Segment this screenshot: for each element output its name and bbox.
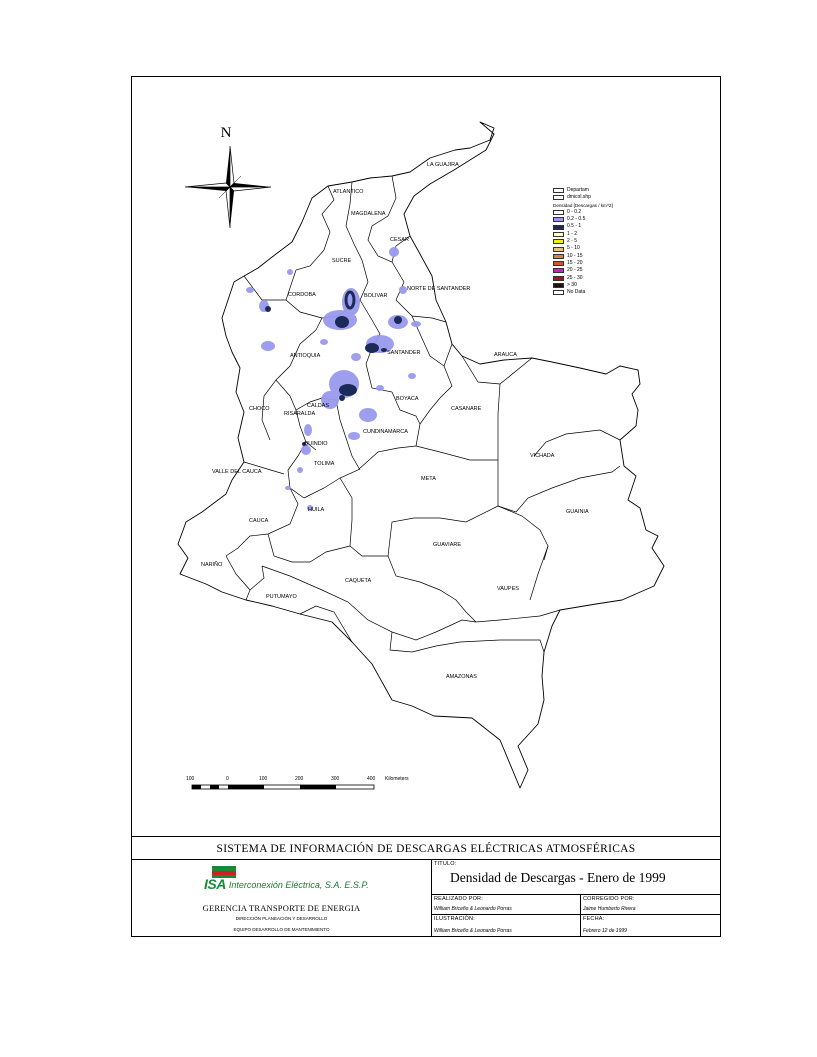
svg-text:CESAR: CESAR (390, 237, 409, 243)
legend-class-label: 0.5 - 1 (567, 223, 582, 230)
svg-text:META: META (421, 476, 436, 482)
svg-text:ATLANTICO: ATLANTICO (333, 189, 364, 195)
direccion-text: DIRECCIÓN PLANEACIÓN Y DESARROLLO (235, 916, 328, 921)
legend-class (553, 245, 643, 252)
legend-class-label: 10 - 15 (567, 252, 583, 259)
legend-swatch (553, 210, 564, 215)
legend-class (553, 216, 643, 223)
svg-text:BOYACA: BOYACA (396, 396, 419, 402)
legend-class (553, 275, 643, 282)
svg-text:GUAINIA: GUAINIA (566, 509, 589, 515)
svg-text:ANTIOQUIA: ANTIOQUIA (290, 353, 321, 359)
legend-swatch (553, 268, 564, 273)
legend-class-label: 0.2 - 0.5 (567, 216, 586, 223)
realizado-value: William Briceño & Leonardo Porras (434, 906, 512, 912)
realizado-label: REALIZADO POR: (434, 896, 483, 902)
legend-class (553, 209, 643, 216)
svg-text:SUCRE: SUCRE (332, 258, 352, 264)
legend-class (553, 267, 643, 274)
system-title: SISTEMA DE INFORMACIÓN DE DESCARGAS ELÉCTRICAS ATMOSFÉRICAS (131, 836, 721, 860)
fecha-cell (581, 915, 721, 937)
legend-swatch (553, 290, 564, 295)
legend-swatch (553, 276, 564, 281)
legend-swatch (553, 225, 564, 230)
titulo-cell (432, 860, 721, 895)
scale-unit: Kilometers (385, 776, 409, 782)
legend-class-label: No Data (567, 289, 586, 296)
svg-text:N: N (220, 125, 232, 141)
gerencia-text: GERENCIA TRANSPORTE DE ENERGIA (202, 903, 361, 913)
legend-class-label: 1 - 2 (567, 230, 578, 237)
svg-text:MAGDALENA: MAGDALENA (351, 211, 386, 217)
legend-class-label: 2 - 5 (567, 238, 578, 245)
svg-text:CALDAS: CALDAS (307, 403, 330, 409)
legend-swatch (553, 261, 564, 266)
legend-swatch (553, 283, 564, 288)
legend-swatch (553, 239, 564, 244)
legend-class-label: > 30 (567, 281, 577, 288)
legend-class (553, 260, 643, 267)
legend-class (553, 238, 643, 245)
svg-text:CAUCA: CAUCA (249, 518, 269, 524)
scale-tick: 300 (331, 776, 340, 782)
svg-text:CAQUETA: CAQUETA (345, 578, 372, 584)
svg-text:BOLIVAR: BOLIVAR (364, 293, 388, 299)
svg-text:VALLE DEL CAUCA: VALLE DEL CAUCA (212, 469, 262, 475)
ilustracion-value: William Briceño & Leonardo Porras (434, 928, 512, 934)
svg-text:LA GUAJIRA: LA GUAJIRA (427, 162, 459, 168)
legend-class (553, 282, 643, 289)
legend-class-label: 20 - 25 (567, 267, 583, 274)
ilustracion-cell (432, 915, 581, 937)
legend-class (553, 289, 643, 296)
legend-class (553, 253, 643, 260)
svg-text:NORTE DE SANTANDER: NORTE DE SANTANDER (407, 286, 471, 292)
svg-text:VAUPES: VAUPES (497, 586, 519, 592)
scale-tick: 400 (367, 776, 376, 782)
svg-text:SANTANDER: SANTANDER (387, 350, 421, 356)
organization-block (131, 860, 432, 937)
svg-text:CHOCO: CHOCO (249, 406, 270, 412)
legend-swatch (553, 232, 564, 237)
svg-text:NARIÑO: NARIÑO (201, 562, 223, 568)
corregido-label: CORREGIDO POR: (583, 896, 635, 902)
svg-text:TOLIMA: TOLIMA (314, 461, 335, 467)
ilustracion-label: ILUSTRACIÓN: (434, 916, 475, 922)
legend-class (553, 231, 643, 238)
svg-text:PUTUMAYO: PUTUMAYO (266, 594, 297, 600)
legend-class (553, 223, 643, 230)
svg-text:AMAZONAS: AMAZONAS (446, 674, 477, 680)
legend-layer: Departam (553, 187, 643, 194)
svg-text:VICHADA: VICHADA (530, 453, 555, 459)
legend-class-label: 5 - 10 (567, 245, 580, 252)
titulo-label: TITULO: (434, 861, 457, 867)
scale-tick: 100 (186, 776, 195, 782)
svg-text:HUILA: HUILA (308, 507, 325, 513)
legend-swatch (553, 247, 564, 252)
logo-text: ISA (204, 876, 226, 892)
fecha-value: Febrero 12 de 1999 (583, 928, 627, 934)
legend-class-label: 0 - 0.2 (567, 208, 582, 215)
legend-layer: dmicol.shp (553, 194, 643, 201)
svg-text:CUNDINAMARCA: CUNDINAMARCA (363, 429, 408, 435)
svg-text:CASANARE: CASANARE (451, 406, 482, 412)
svg-text:CORDOBA: CORDOBA (288, 292, 316, 298)
scale-tick: 100 (259, 776, 268, 782)
corregido-value: Jaime Humberto Rivera (583, 906, 636, 912)
legend-class-label: 25 - 30 (567, 274, 583, 281)
legend-title: Densidad [Descargas / km^2] (553, 202, 613, 208)
north-arrow-icon (185, 125, 271, 228)
company-name: Interconexión Eléctrica, S.A. E.S.P. (228, 880, 369, 890)
map-title: Densidad de Descargas - Enero de 1999 (450, 870, 666, 885)
realizado-cell (432, 895, 581, 915)
scale-bar (192, 785, 374, 789)
svg-text:QUINDIO: QUINDIO (304, 441, 328, 447)
svg-text:GUAVIARE: GUAVIARE (433, 542, 462, 548)
legend-swatch (553, 217, 564, 222)
equipo-text: EQUIPO DESARROLLO DE MANTENIMIENTO (233, 927, 330, 932)
scale-tick: 200 (295, 776, 304, 782)
corregido-cell (581, 895, 721, 915)
legend-swatch (553, 254, 564, 259)
svg-text:RISARALDA: RISARALDA (284, 411, 316, 417)
map-legend (553, 187, 643, 296)
scale-tick: 0 (226, 776, 229, 782)
logo (204, 866, 369, 892)
fecha-label: FECHA: (583, 916, 605, 922)
svg-text:ARAUCA: ARAUCA (494, 352, 517, 358)
legend-class-label: 15 - 20 (567, 259, 583, 266)
